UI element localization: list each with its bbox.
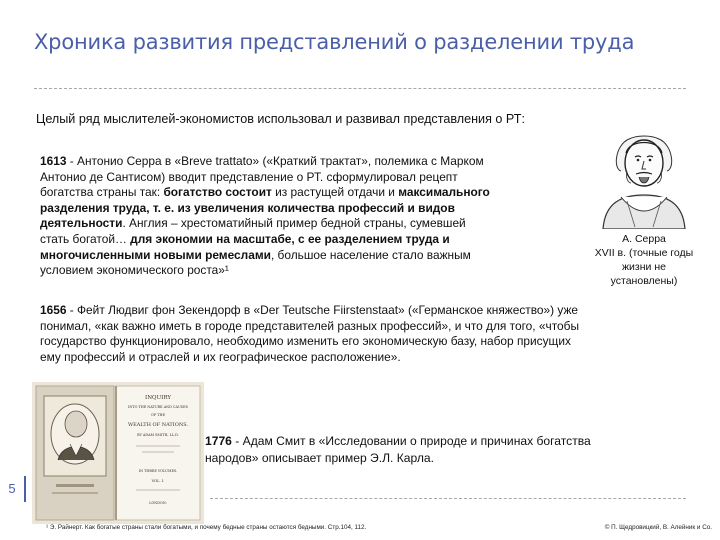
line-seg: Антонио де Сантисом) вводит представление о РТ. сформулировал рецепт bbox=[40, 169, 458, 184]
paragraph-1656 bbox=[40, 303, 579, 365]
book-line: OF THE bbox=[151, 413, 165, 417]
book-line: BY ADAM SMITH, LL.D. bbox=[137, 433, 179, 437]
book-line: VOL. I. bbox=[151, 479, 165, 483]
caption-line: жизни не bbox=[622, 261, 666, 273]
line-seg-bold: многочисленными новыми ремеслами bbox=[40, 247, 271, 262]
slide-title: Хроника развития представлений о разделении труда bbox=[34, 30, 635, 54]
title-divider bbox=[34, 88, 686, 89]
book-line: IN THREE VOLUMES. bbox=[138, 469, 178, 473]
line-seg-bold: для экономии на масштабе, с ее разделением труда и bbox=[130, 231, 450, 246]
caption-line: XVII в. (точные годы bbox=[594, 247, 694, 259]
page-number: 5 bbox=[0, 476, 26, 502]
para-line bbox=[40, 216, 490, 232]
line-seg: из растущей отдачи и bbox=[271, 185, 399, 200]
para-line bbox=[40, 154, 490, 170]
paragraph-1613 bbox=[40, 154, 490, 279]
line-seg: - Антонио Серра в «Breve trattato» («Краткий трактат», полемика с Марком bbox=[66, 154, 484, 168]
wealth-of-nations-book-image bbox=[32, 382, 204, 524]
caption-line: установлены) bbox=[610, 275, 678, 287]
para-line: народов» описывает пример Э.Л. Карла. bbox=[205, 451, 434, 465]
para-line bbox=[40, 201, 490, 217]
line-seg-bold: деятельности bbox=[40, 216, 123, 231]
para-line bbox=[40, 248, 490, 264]
copyright: © П. Щедровицкий, В. Алейник и Со. bbox=[604, 524, 712, 531]
line-seg: условием экономического роста»¹ bbox=[40, 263, 229, 278]
line-seg: - Адам Смит в «Исследовании о природе и причинах богатства bbox=[231, 434, 591, 448]
caption-line: А. Серра bbox=[622, 233, 666, 245]
para-line bbox=[40, 170, 490, 186]
line-seg-bold: богатство состоит bbox=[163, 185, 272, 200]
book-line: INTO THE NATURE AND CAUSES bbox=[128, 405, 188, 409]
para-line bbox=[40, 263, 490, 279]
line-seg: - Фейт Людвиг фон Зекендорф в «Der Teutsche Fiirstenstaat» («Германское княжество») уже bbox=[66, 303, 579, 317]
footnote: ¹ Э. Райнерт. Как богатые страны стали богатыми, и почему бедные страны остаются бедными. Стр.104, 112. bbox=[46, 524, 367, 531]
line-seg: , большое население стало важным bbox=[270, 247, 471, 262]
para-line bbox=[40, 303, 579, 319]
line-seg: стать богатой… bbox=[40, 231, 131, 246]
para-line: государство функционировало, необходимо изменить его экономическую базу, набор присущих bbox=[40, 334, 571, 349]
para-line bbox=[205, 433, 591, 450]
portrait-caption bbox=[577, 232, 711, 288]
line-seg: богатства страны так: bbox=[40, 185, 164, 200]
para-line: ему профессий и отраслей и их географическое расположение». bbox=[40, 349, 401, 364]
para-line: понимал, «как важно иметь в городе представителей разных профессий», и что для того, «чтобы bbox=[40, 318, 579, 333]
year-1613: 1613 bbox=[40, 154, 67, 168]
book-line: WEALTH OF NATIONS. bbox=[127, 422, 189, 428]
para-line bbox=[40, 185, 490, 201]
year-1656: 1656 bbox=[40, 303, 67, 317]
year-1776: 1776 bbox=[205, 434, 232, 448]
paragraph-1776 bbox=[205, 433, 591, 467]
line-seg: . Англия – хрестоматийный пример бедной страны, сумевшей bbox=[122, 216, 466, 231]
serra-portrait bbox=[599, 131, 689, 229]
para-line bbox=[40, 232, 490, 248]
footer-divider bbox=[210, 498, 686, 499]
intro-text: Целый ряд мыслителей-экономистов использовал и развивал представления о РТ: bbox=[36, 112, 525, 126]
book-line: LONDON: bbox=[149, 501, 167, 505]
line-seg-bold: разделения труда, т. е. из увеличения количества профессий и видов bbox=[40, 200, 455, 215]
book-line: INQUIRY bbox=[145, 395, 171, 401]
line-seg-bold: максимального bbox=[398, 185, 490, 200]
